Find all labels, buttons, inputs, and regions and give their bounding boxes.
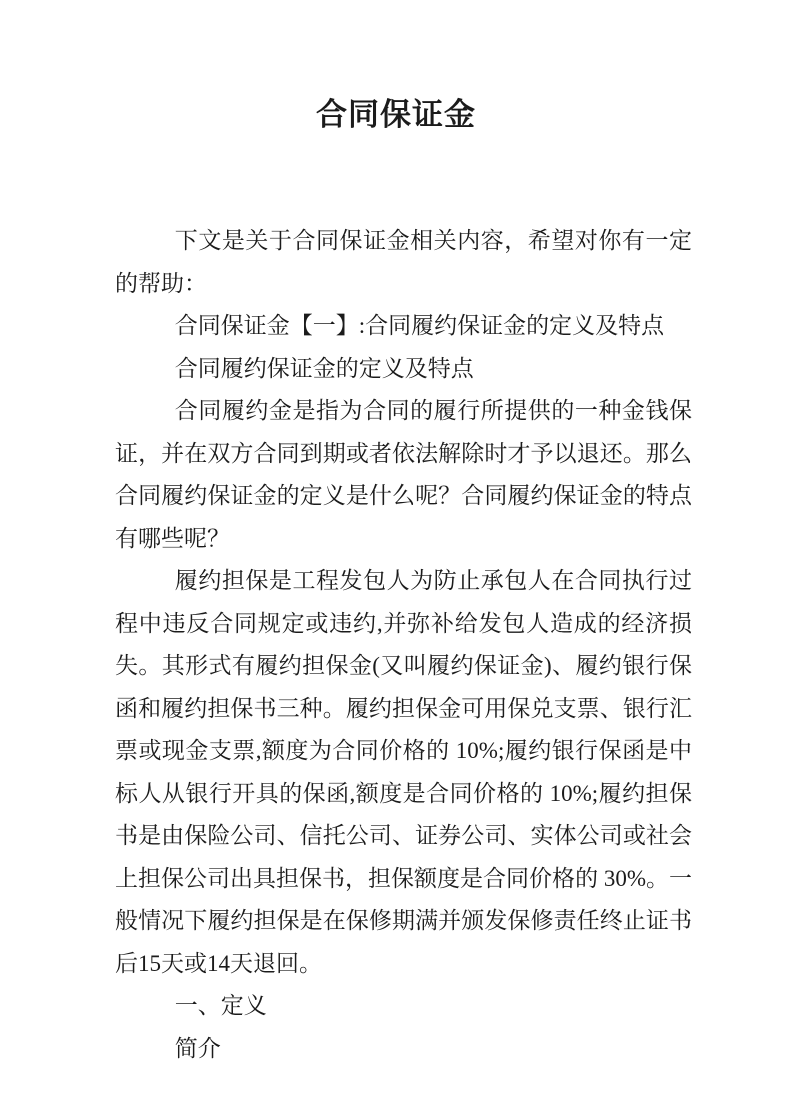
document-body <box>115 220 692 1070</box>
paragraph-definition: 合同履约金是指为合同的履行所提供的一种金钱保证，并在双方合同到期或者依法解除时才予以退还。那么合同履约保证金的定义是什么呢？合同履约保证金的特点有哪些呢？ <box>115 398 692 551</box>
paragraph-guarantee-details: 履约担保是工程发包人为防止承包人在合同执行过程中违反合同规定或违约,并弥补给发包人造成的经济损失。其形式有履约担保金(又叫履约保证金)、履约银行保函和履约担保书三种。履约担保金可用保兑支票、银行汇票或现金支票,额度为合同价格的 10%;履约银行保函是中标人从银行开具的保函,额度是合同价格的 10%;履约担保书是由保险公司、信托公司、证券公司、实体公司或社会上担保公司出具担保书，担保额度是合同价格的 30%。一般情况下履约担保是在保修期满并颁发保修责任终止证书后15天或14天退回。 <box>115 568 692 976</box>
paragraph-section-heading: 合同保证金【一】:合同履约保证金的定义及特点 <box>174 313 665 338</box>
paragraph-heading-brief: 简介 <box>174 1035 221 1061</box>
paragraph-heading-definition: 一、定义 <box>174 993 267 1018</box>
document-title: 合同保证金 <box>316 97 476 132</box>
paragraph-subheading: 合同履约保证金的定义及特点 <box>174 355 474 381</box>
paragraph-intro: 下文是关于合同保证金相关内容，希望对你有一定的帮助： <box>115 228 692 296</box>
